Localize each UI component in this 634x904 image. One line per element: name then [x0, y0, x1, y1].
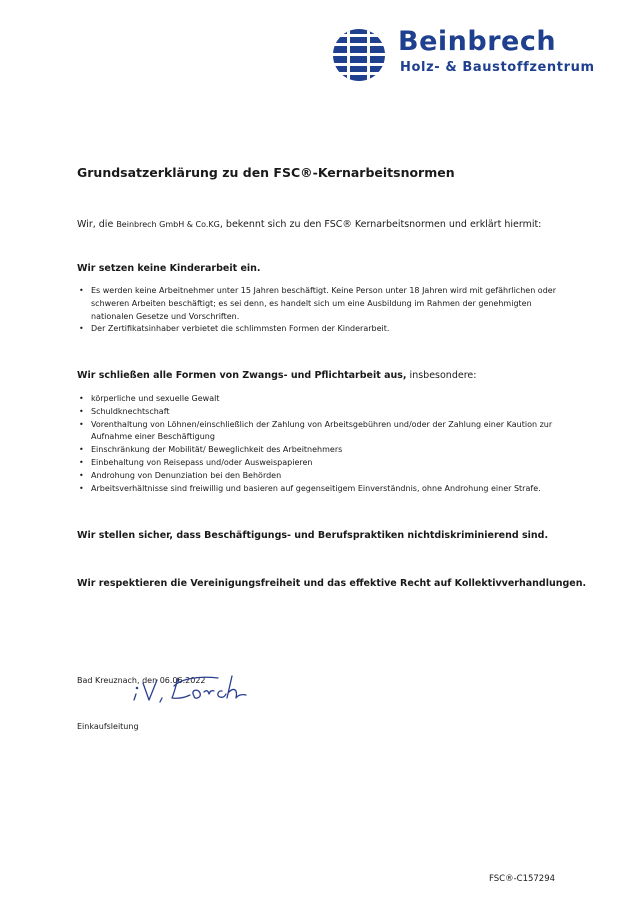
list-item-text: Schuldknechtschaft — [91, 406, 170, 416]
place-date: Bad Kreuznach, den 06.06.2022 — [77, 676, 206, 685]
section-forced-heading — [77, 370, 476, 381]
bullet-icon: • — [79, 324, 84, 334]
list-item-text: Es werden keine Arbeitnehmer unter 15 Jahren beschäftigt. Keine Person unter 18 Jahren wird mit gefährlichen oder schweren Arbeiten beschäftigt; es sei denn, es handelt sich um eine Ausbildung im Rahmen der genehmigten nationalen Gesetze und Vorschriften. — [91, 286, 556, 321]
brand-name: Beinbrech — [398, 26, 557, 57]
handwritten-signature — [130, 668, 265, 710]
bullet-icon: • — [79, 457, 84, 467]
list-item — [77, 419, 567, 445]
bullet-icon: • — [79, 483, 84, 493]
list-item-text: Einbehaltung von Reisepass und/oder Ausweispapieren — [91, 457, 313, 467]
list-item-text: Arbeitsverhältnisse sind freiwillig und basieren auf gegenseitigem Einverständnis, ohne Androhung einer Strafe. — [91, 483, 541, 493]
list-item — [77, 406, 567, 419]
document-title: Grundsatzerklärung zu den FSC®-Kernarbeitsnormen — [77, 165, 455, 180]
intro-paragraph — [77, 219, 541, 230]
section-forced-list — [77, 393, 567, 495]
company-logo — [330, 26, 620, 86]
list-item-text: Einschränkung der Mobilität/ Beweglichkeit des Arbeitnehmers — [91, 445, 343, 455]
list-item-text: körperliche und sexuelle Gewalt — [91, 394, 220, 403]
bullet-icon: • — [79, 394, 84, 403]
statement-discrimination: Wir stellen sicher, dass Beschäftigungs- und Berufspraktiken nichtdiskriminierend sind. — [77, 530, 549, 541]
section-forced-heading-rest: insbesondere: — [406, 370, 477, 381]
bullet-icon: • — [79, 470, 84, 480]
list-item-text: Der Zertifikatsinhaber verbietet die schlimmsten Formen der Kinderarbeit. — [91, 324, 390, 334]
list-item — [77, 323, 567, 336]
intro-part1: Wir, die — [77, 219, 117, 230]
section-child-heading: Wir setzen keine Kinderarbeit ein. — [77, 263, 261, 274]
section-child-list — [77, 285, 567, 336]
section-forced-heading-bold: Wir schließen alle Formen von Zwangs- und Pflichtarbeit aus, — [77, 370, 407, 381]
statement-association: Wir respektieren die Vereinigungsfreiheit und das effektive Recht auf Kollektivverhandlungen. — [77, 578, 587, 589]
list-item-text: Androhung von Denunziation bei den Behörden — [91, 470, 282, 480]
brand-subtitle: Holz- & Baustoffzentrum — [400, 60, 595, 75]
list-item-text: Vorenthaltung von Löhnen/einschließlich der Zahlung von Arbeitsgebühren und/oder der Zahlung einer Kaution zur Aufnahme einer Beschäftigung — [91, 419, 553, 442]
list-item — [77, 470, 567, 483]
logo-globe-icon — [330, 26, 388, 84]
list-item — [77, 285, 567, 323]
bullet-icon: • — [79, 445, 84, 455]
fsc-license-code: FSC®-C157294 — [489, 874, 556, 884]
intro-part2: , bekennt sich zu den FSC® Kernarbeitsnormen und erklärt hiermit: — [219, 219, 542, 230]
bullet-icon: • — [79, 286, 84, 295]
list-item — [77, 444, 567, 457]
list-item — [77, 457, 567, 470]
signatory-role: Einkaufsleitung — [77, 722, 139, 731]
list-item — [77, 393, 567, 406]
list-item — [77, 483, 567, 496]
bullet-icon: • — [79, 406, 84, 416]
bullet-icon: • — [79, 419, 84, 429]
intro-company: Beinbrech GmbH & Co.KG — [116, 220, 220, 229]
